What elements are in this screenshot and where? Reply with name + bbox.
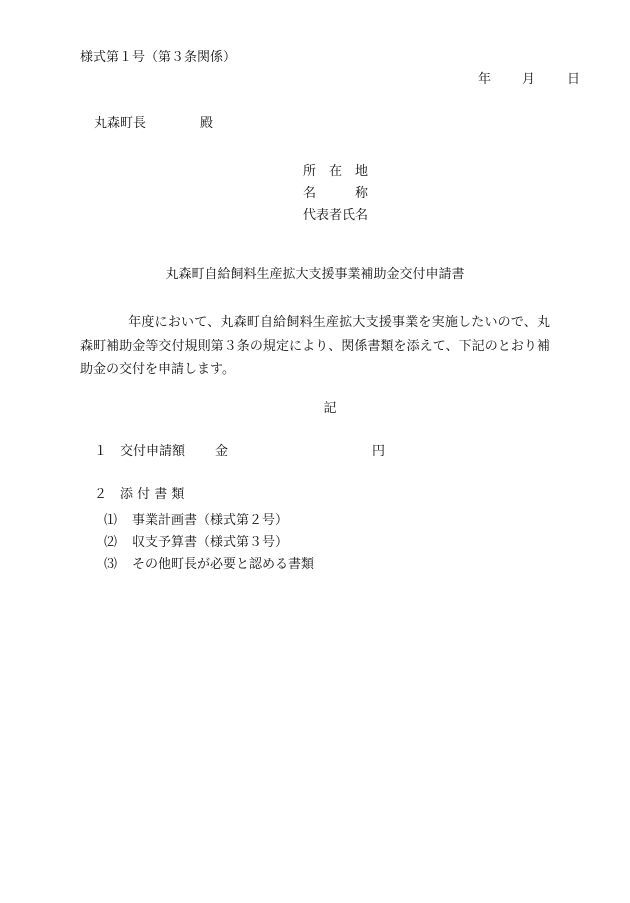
item1-unit: 円 xyxy=(372,444,386,459)
item1-number: １ xyxy=(94,444,108,459)
applicant-representative-label: 代表者氏名 xyxy=(303,208,369,223)
applicant-address-label: 所 在 地 xyxy=(303,164,369,179)
attachment-list xyxy=(104,510,314,576)
item-application-amount xyxy=(94,445,385,458)
addressee xyxy=(94,117,213,130)
item-attachments xyxy=(94,488,184,501)
ki-marker: 記 xyxy=(323,401,337,416)
attachment-text: その他町長が必要と認める書類 xyxy=(132,557,315,572)
date-year: 年 xyxy=(478,72,492,87)
date-day: 日 xyxy=(567,72,581,87)
addressee-honorific: 殿 xyxy=(200,116,214,131)
addressee-name: 丸森町長 xyxy=(94,116,147,131)
item1-prefix: 金 xyxy=(215,444,229,459)
body-paragraph xyxy=(80,311,550,382)
applicant-name-label: 名 称 xyxy=(303,186,369,201)
applicant-block xyxy=(303,161,368,227)
date-line xyxy=(478,73,580,86)
attachment-index: ⑵ xyxy=(104,535,118,550)
body-text: 年度において、丸森町自給飼料生産拡大支援事業を実施したいので、丸森町補助金等交付規則第３条の規定により、関係書類を添えて、下記のとおり補助金の交付を申請します。 xyxy=(80,315,550,377)
document-title: 丸森町自給飼料生産拡大支援事業補助金交付申請書 xyxy=(165,267,465,282)
form-number: 様式第１号（第３条関係） xyxy=(80,50,237,65)
attachment-text: 事業計画書（様式第２号） xyxy=(132,513,289,528)
item2-number: ２ xyxy=(94,487,108,502)
attachment-item xyxy=(104,510,314,532)
attachment-index: ⑶ xyxy=(104,557,118,572)
item1-label: 交付申請額 xyxy=(120,444,186,459)
attachment-item xyxy=(104,554,314,576)
attachment-text: 収支予算書（様式第３号） xyxy=(132,535,289,550)
attachment-item xyxy=(104,532,314,554)
attachment-index: ⑴ xyxy=(104,513,118,528)
item2-label: 添 付 書 類 xyxy=(120,487,185,502)
date-month: 月 xyxy=(522,72,536,87)
